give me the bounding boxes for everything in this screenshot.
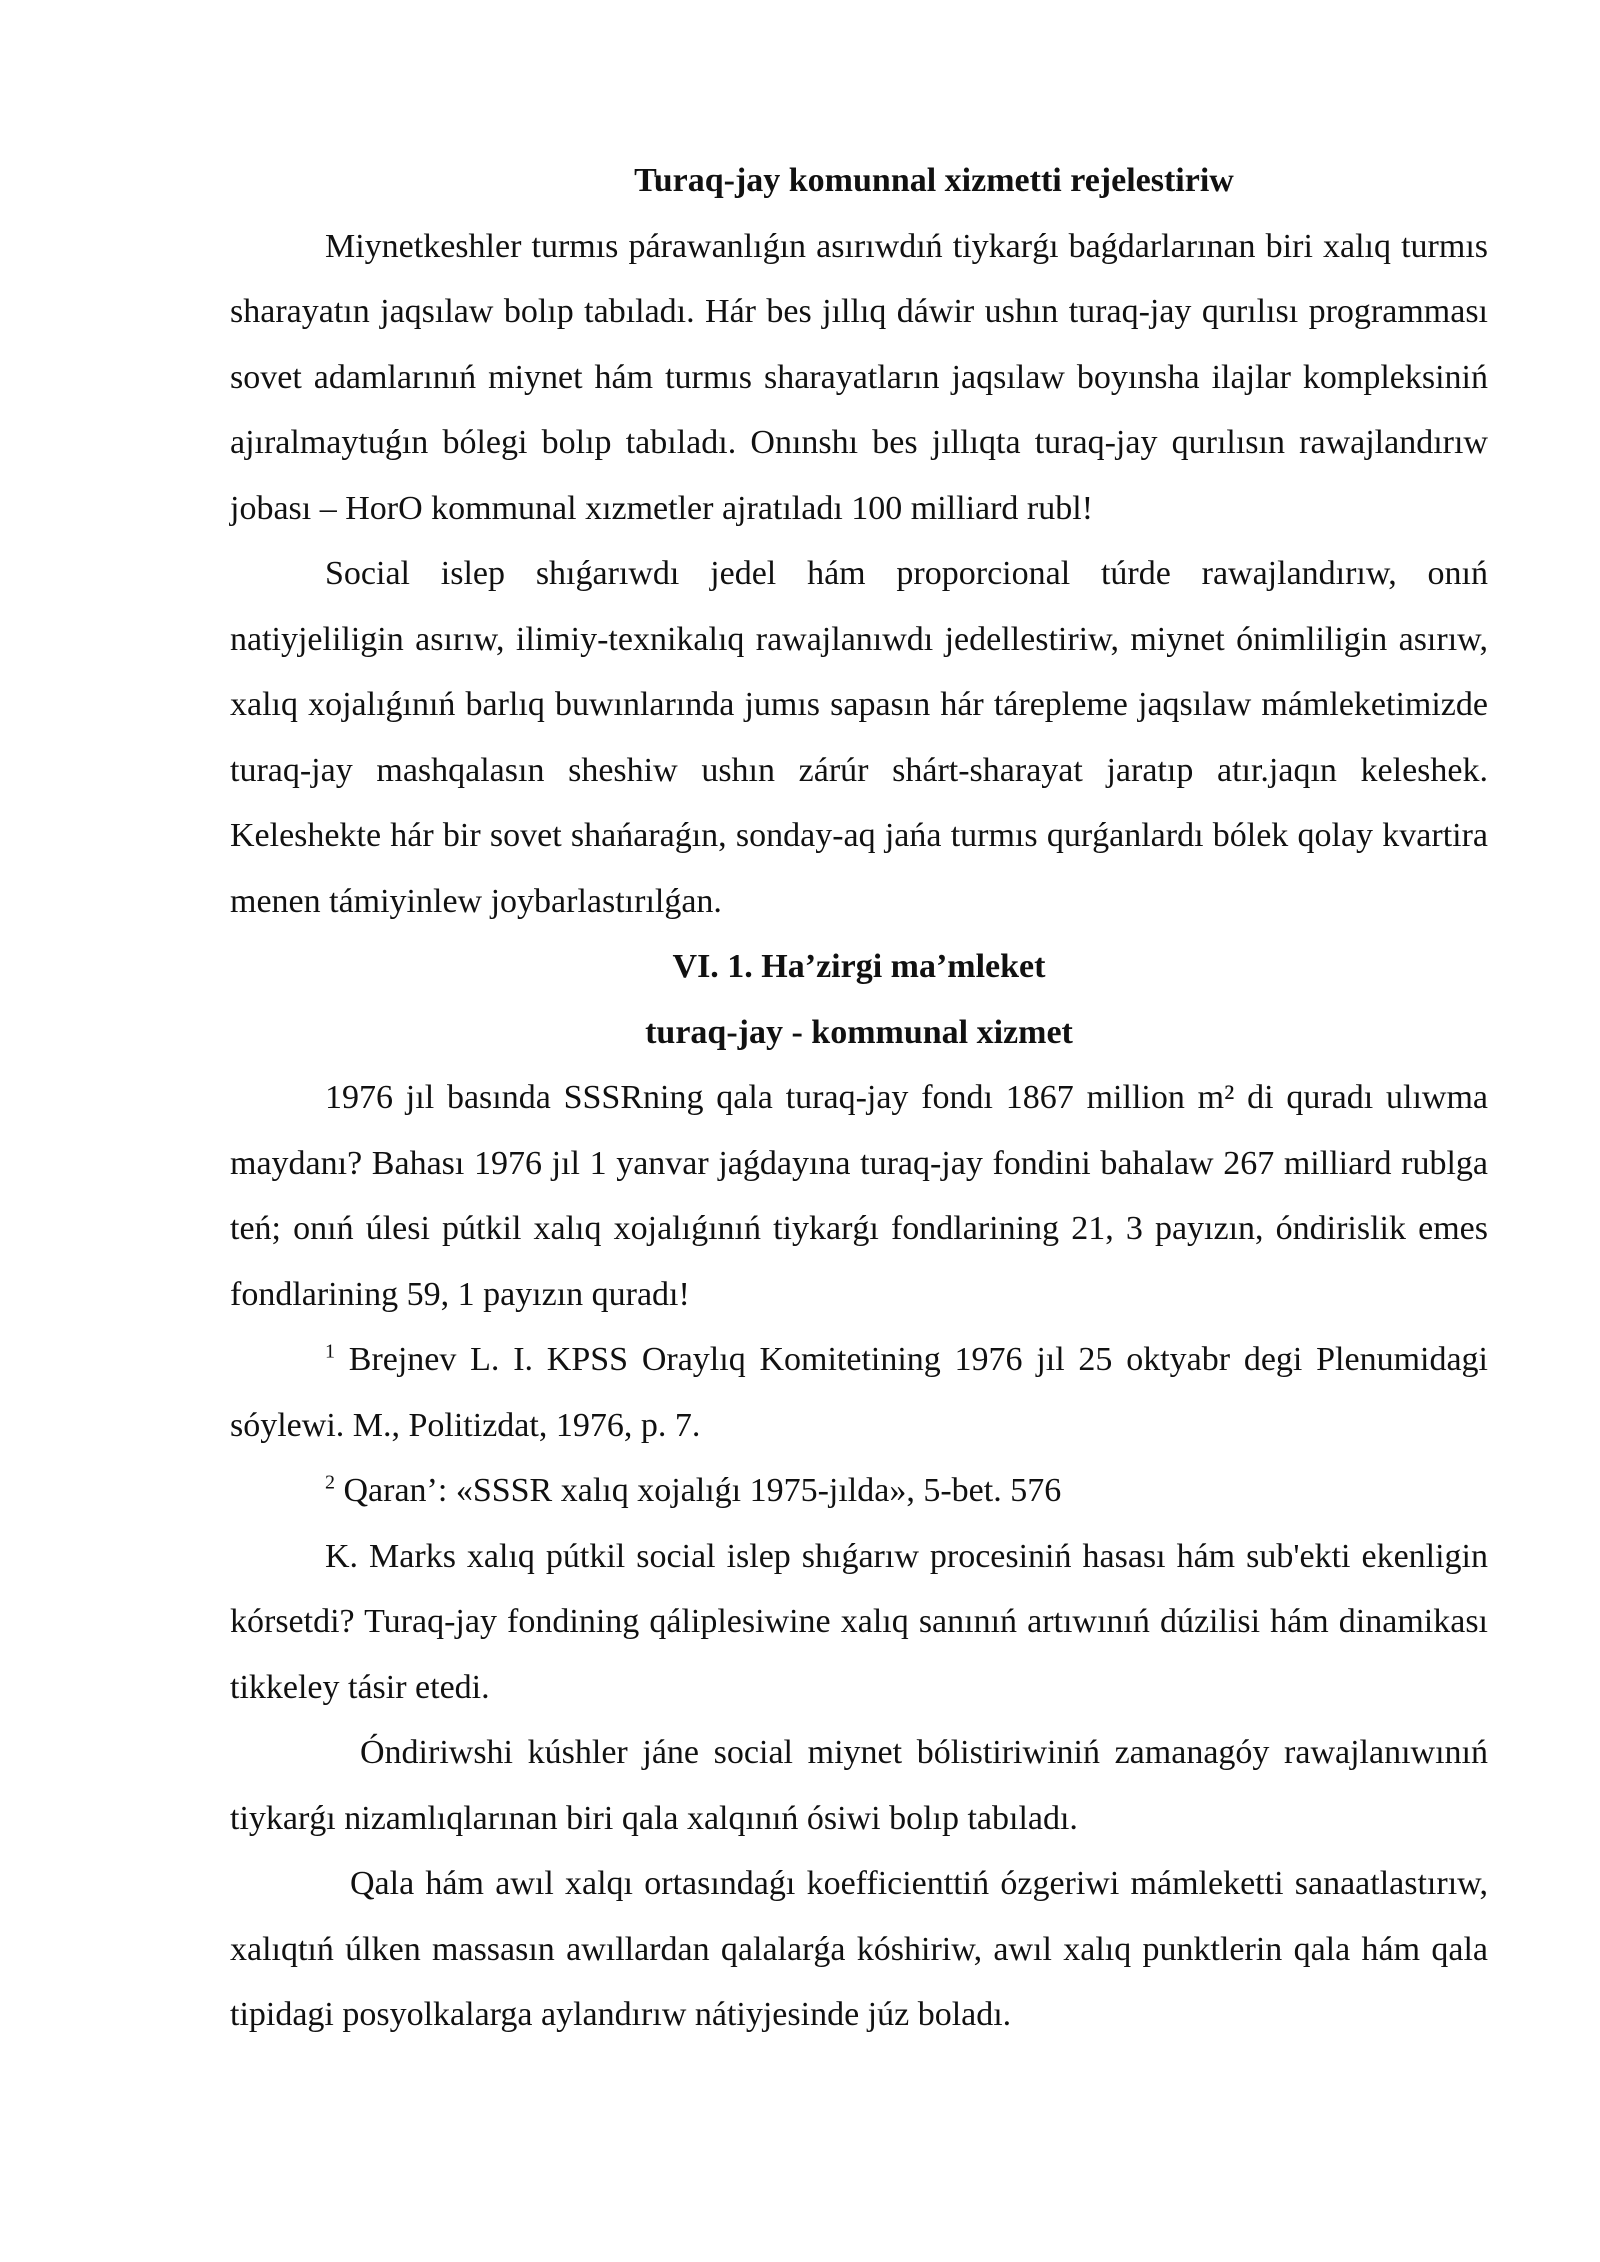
paragraph-housing-fund: 1976 jıl basında SSSRning qala turaq-jay fondı 1867 million m² di quradı ulıwma maydanı? Bahası 1976 jıl 1 yanvar jaǵdayına turaq-jay fondini bahalaw 267 milliard rublga teń; onıń úlesi pútkil xalıq xojalıǵınıń tiykarǵı fondlarining 21, 3 payızın, óndirislik emes fondlarining 59, 1 payızın quradı! [230,1079,1488,1313]
footnote-2-text: Qaran’: «SSSR xalıq xojalıǵı 1975-jılda», 5-bet. 576 [335,1472,1062,1509]
paragraph-productive-forces: Óndiriwshi kúshler jáne social miynet bólistiriwiniń zamanagóy rawajlanıwınıń tiykarǵı nizamlıqlarınan biri qala xalqınıń ósiwi bolıp tabıladı. [230,1734,1488,1837]
document-title: Turaq-jay komunnal xizmetti rejelestiriw [634,162,1234,199]
footnote-2-mark: 2 [325,1471,335,1494]
section-heading-line-1: VI. 1. Ha’zirgi ma’mleket [672,948,1046,985]
paragraph-marks: K. Marks xalıq pútkil social islep shıǵarıw procesiniń hasası hám sub'ekti ekenligin kórsetdi? Turaq-jay fondining qáliplesiwine xalıq sanınıń artıwınıń dúzilisi hám dinamikası tikkeley tásir etedi. [230,1537,1488,1706]
paragraph-urban-rural: Qala hám awıl xalqı ortasındaǵı koefficienttiń ózgeriwi mámleketti sanaatlastırıw, xalıqtıń úlken massasın awıllardan qalalarǵa kóshiriw, awıl xalıq punktlerin qala hám qala tipidagi posyolkalarga aylandırıw nátiyjesinde júz boladı. [230,1865,1488,2033]
footnote-1 [230,1327,1488,1458]
footnote-1-text: Brejnev L. I. KPSS Oraylıq Komitetining 1976 jıl 25 oktyabr degi Plenumidagi sóylewi. M., Politizdat, 1976, p. 7. [230,1341,1488,1444]
section-heading-line-2: turaq-jay - kommunal xizmet [645,1013,1073,1051]
footnote-2 [230,1458,1488,1524]
paragraph-social-production: Social islep shıǵarıwdı jedel hám proporcional túrde rawajlandırıw, onıń natiyjeliligin asırıw, ilimiy-texnikalıq rawajlanıwdı jedellestiriw, miynet ónimliligin asırıw, xalıq xojalıǵınıń barlıq buwınlarında jumıs sapasın hár tárepleme jaqsılaw mámleketimizde turaq-jay mashqalasın sheshiw ushın zárúr shárt-sharayat jaratıp atır.jaqın keleshek. Keleshekte hár bir sovet shańaraǵın, sonday-aq jańa turmıs qurǵanlardı bólek qolay kvartira menen támiyinlew joybarlastırılǵan. [230,555,1488,920]
footnote-1-mark: 1 [325,1340,335,1363]
paragraph-intro: Miynetkeshler turmıs párawanlıǵın asırıwdıń tiykarǵı baǵdarlarınan biri xalıq turmıs sharayatın jaqsılaw bolıp tabıladı. Hár bes jıllıq dáwir ushın turaq-jay qurılısı programması sovet adamlarınıń miynet hám turmıs sharayatların jaqsılaw boyınsha ilajlar kompleksiniń ajıralmaytuǵın bólegi bolıp tabıladı. Onınshı bes jıllıqta turaq-jay qurılısın rawajlandırıw jobası – HorO kommunal xızmetler ajratıladı 100 milliard rubl! [230,227,1488,527]
